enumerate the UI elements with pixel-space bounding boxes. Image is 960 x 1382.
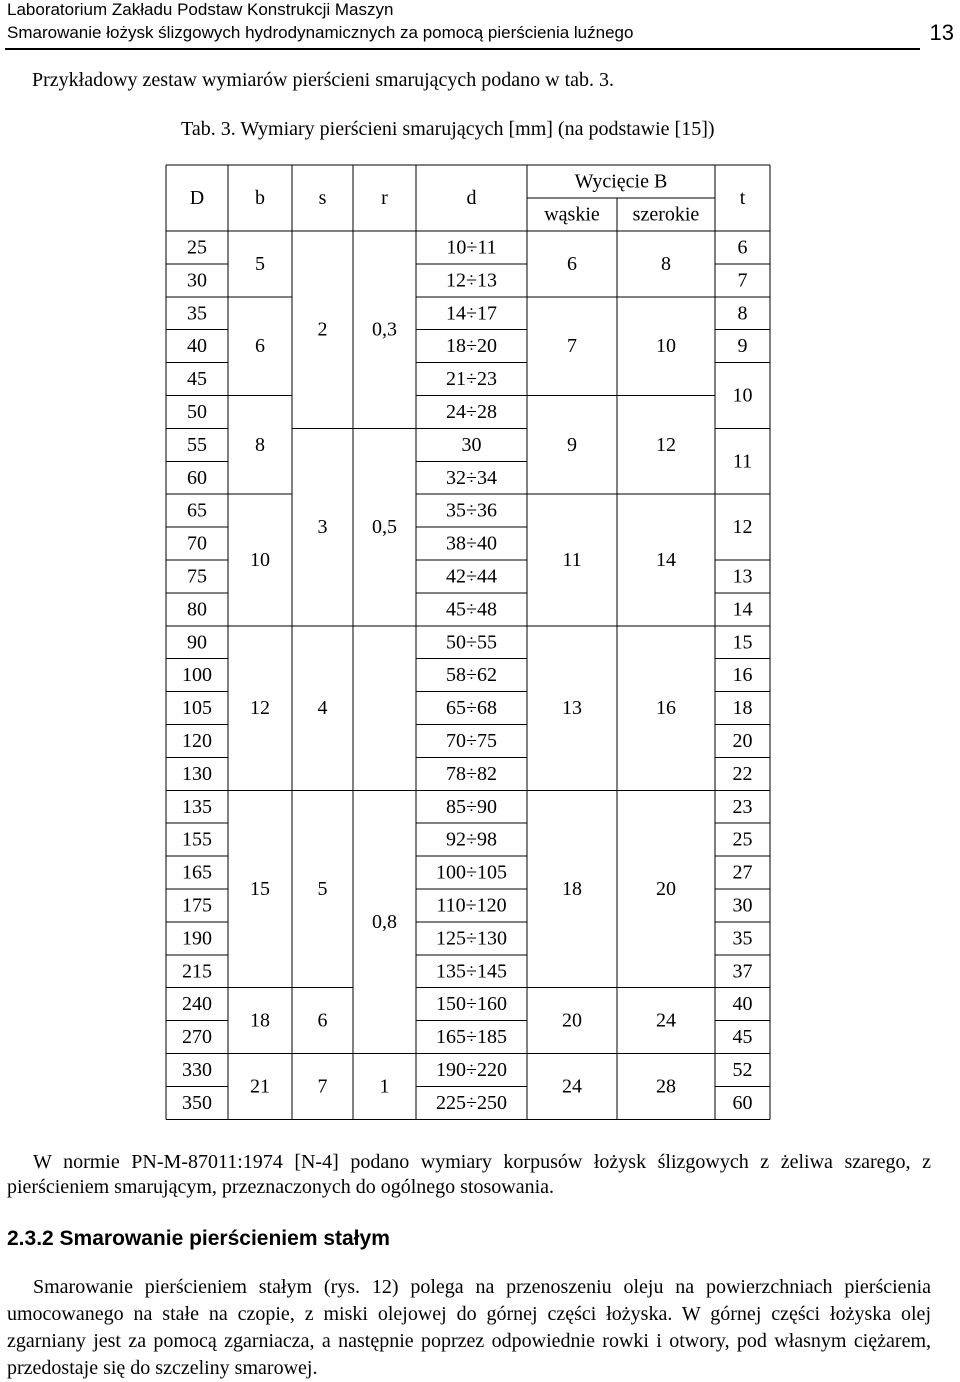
cell-d: 150÷160 [436,993,507,1016]
cell-s: 2 [317,318,328,341]
cell-t: 45 [732,1026,753,1049]
cell-d: 10÷11 [446,236,497,259]
cell-t: 20 [732,729,753,752]
cell-t: 10 [732,384,753,407]
header-r: r [381,187,388,209]
cell-t: 9 [737,335,748,358]
cell-b: 6 [255,335,265,358]
cell-d: 24÷28 [446,400,497,423]
header-t: t [739,187,746,209]
cell-D: 65 [187,499,207,522]
cell-d: 14÷17 [446,302,497,325]
cell-D: 25 [187,236,207,259]
cell-D: 90 [187,631,207,654]
cell-t: 27 [732,861,753,884]
cell-notch-narrow: 7 [567,335,577,358]
cell-b: 21 [250,1075,270,1098]
cell-notch-wide: 8 [661,252,671,275]
section-heading: 2.3.2 Smarowanie pierścieniem stałym [7,1227,390,1250]
cell-d: 78÷82 [446,762,497,785]
cell-b: 10 [250,549,270,571]
cell-t: 14 [732,598,753,621]
page-number: 13 [929,20,954,45]
cell-d: 45÷48 [446,598,497,621]
cell-d: 85÷90 [446,795,497,818]
cell-d: 12÷13 [446,269,497,292]
fixed-ring-paragraph: Smarowanie pierścieniem stałym (rys. 12) polega na przenoszeniu oleju na powierzchniach pierścienia umocowanego na stałe na czopie, z miski olejowej do górnej części łożyska. W górnej części łożyska olej zgarniany jest za pomocą zgarniacza, a następnie poprzez odpowiednie rowki i otwory, pod własnym ciężarem, przedostaje się do szczeliny smarowej. [7,1276,931,1379]
cell-D: 130 [182,762,212,785]
cell-t: 13 [732,565,753,588]
cell-d: 190÷220 [436,1058,507,1081]
cell-d: 135÷145 [436,960,507,983]
cell-b: 5 [255,252,265,275]
cell-D: 45 [187,368,207,391]
cell-d: 32÷34 [446,466,497,489]
cell-notch-narrow: 20 [562,1009,582,1032]
cell-D: 350 [182,1091,212,1114]
cell-d: 165÷185 [436,1026,507,1049]
cell-d: 18÷20 [446,335,497,358]
cell-t: 23 [732,795,753,818]
cell-D: 155 [182,828,212,851]
cell-d: 125÷130 [436,927,507,950]
header-d: d [466,187,477,209]
cell-D: 120 [182,729,212,752]
cell-d: 92÷98 [446,828,497,851]
cell-t: 16 [732,664,753,687]
cell-b: 15 [250,878,270,900]
cell-b: 8 [255,433,265,456]
cell-D: 135 [182,795,212,818]
cell-r: 0,8 [372,910,397,933]
cell-d: 70÷75 [446,729,497,752]
cell-D: 330 [182,1058,212,1081]
cell-D: 190 [182,927,212,950]
cell-d: 50÷55 [446,631,497,654]
cell-D: 30 [187,269,207,292]
cell-notch-wide: 28 [656,1075,676,1098]
cell-notch-wide: 12 [656,433,676,456]
cell-D: 100 [182,664,212,687]
cell-notch-narrow: 13 [562,697,582,720]
cell-r: 0,3 [372,318,397,341]
cell-notch-narrow: 9 [567,433,577,456]
table-caption: Tab. 3. Wymiary pierścieni smarujących [mm] (na podstawie [15]) [181,118,715,140]
cell-s: 6 [317,1009,328,1032]
cell-D: 60 [187,466,207,489]
cell-notch-narrow: 11 [562,549,582,571]
header-notch-B: Wycięcie B [574,170,668,193]
cell-d: 110÷120 [436,894,507,917]
header-b: b [255,187,265,209]
cell-d: 42÷44 [446,565,497,588]
cell-t: 11 [732,450,753,473]
cell-D: 175 [182,894,212,917]
cell-d: 38÷40 [446,532,497,555]
cell-d: 58÷62 [446,664,497,687]
cell-notch-narrow: 6 [567,252,577,275]
cell-t: 52 [732,1058,753,1081]
header-D: D [189,187,205,209]
intro-paragraph: Przykładowy zestaw wymiarów pierścieni smarujących podano w tab. 3. [32,69,615,91]
cell-D: 70 [187,532,207,555]
cell-d: 225÷250 [436,1091,507,1114]
cell-D: 40 [187,335,207,358]
cell-D: 55 [187,433,207,456]
cell-notch-narrow: 18 [562,878,582,900]
header-notch-narrow: wąskie [544,203,600,226]
cell-D: 165 [182,861,212,884]
cell-t: 35 [732,927,753,950]
cell-b: 12 [250,697,270,720]
cell-r: 1 [379,1075,390,1098]
cell-d: 100÷105 [436,861,507,884]
cell-s: 7 [317,1075,328,1098]
header-lab-name: Laboratorium Zakładu Podstaw Konstrukcji Maszyn [7,0,394,19]
cell-t: 8 [737,302,748,325]
cell-t: 30 [732,894,753,917]
cell-D: 50 [187,400,207,423]
cell-D: 35 [187,302,207,325]
cell-notch-wide: 16 [656,697,676,720]
cell-t: 7 [737,269,748,292]
cell-notch-wide: 20 [656,878,676,900]
cell-notch-wide: 24 [656,1009,676,1032]
cell-D: 270 [182,1026,212,1049]
cell-t: 25 [732,828,753,851]
cell-b: 18 [250,1009,270,1032]
cell-t: 18 [732,697,753,720]
header-notch-wide: szerokie [632,203,700,226]
cell-t: 60 [732,1091,753,1114]
cell-D: 215 [182,960,212,983]
cell-s: 5 [317,878,328,900]
cell-d: 21÷23 [446,368,497,391]
cell-s: 4 [317,697,328,720]
cell-d: 35÷36 [446,499,497,522]
cell-t: 6 [737,236,748,259]
cell-t: 12 [732,516,753,539]
header-s: s [318,187,327,209]
cell-notch-narrow: 24 [562,1075,582,1098]
header-document-title: Smarowanie łożysk ślizgowych hydrodynamicznych za pomocą pierścienia luźnego [7,23,634,42]
cell-D: 105 [182,697,212,720]
cell-t: 40 [732,993,753,1016]
cell-D: 80 [187,598,207,621]
cell-notch-wide: 14 [656,549,676,571]
cell-t: 22 [732,762,753,785]
cell-notch-wide: 10 [656,335,676,358]
cell-t: 15 [732,631,753,654]
cell-D: 75 [187,565,207,588]
cell-r: 0,5 [372,516,397,539]
cell-s: 3 [317,516,328,539]
cell-d: 30 [461,433,482,456]
cell-d: 65÷68 [446,697,497,720]
norm-paragraph: W normie PN-M-87011:1974 [N-4] podano wymiary korpusów łożysk ślizgowych z żeliwa szarego, z pierścieniem smarującym, przeznaczonych do ogólnego stosowania. [7,1151,931,1198]
cell-D: 240 [182,993,212,1016]
cell-t: 37 [732,960,753,983]
